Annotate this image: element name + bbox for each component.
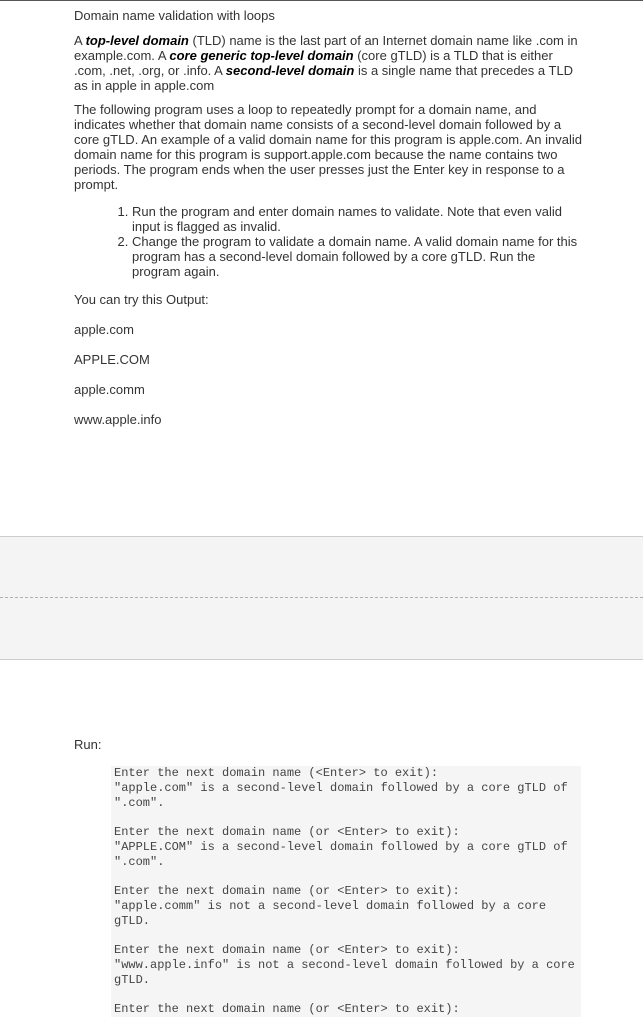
sample-output-item: www.apple.info: [74, 412, 162, 427]
term-second-level-domain: second-level domain: [225, 63, 355, 78]
console-output: [111, 766, 581, 1017]
console-block: Enter the next domain name (<Enter> to exit): "apple.com" is a second-level domain followed by a core gTLD of ".com".: [114, 766, 568, 810]
list-item: 1. Run the program and enter domain names to validate. Note that even valid input is flagged as invalid.: [132, 204, 584, 234]
steps-list: [74, 204, 584, 279]
intro-text-2: (TLD) name is the last part of an Internet domain name like .com in example.com. A: [74, 33, 578, 63]
console-block: Enter the next domain name (or <Enter> to exit): "apple.comm" is not a second-level domain followed by a core gTLD.: [114, 884, 547, 928]
intro-text-4: is a single name that precedes a TLD as in apple in apple.com: [74, 63, 574, 93]
sample-output-item: APPLE.COM: [74, 352, 150, 367]
console-block: Enter the next domain name (or <Enter> to exit): "APPLE.COM" is a second-level domain followed by a core gTLD of ".com".: [114, 825, 568, 869]
console-block: Enter the next domain name (or <Enter> to exit): "www.apple.info" is not a second-level domain followed by a core gTLD.: [114, 943, 575, 987]
intro-text-1: A: [74, 33, 86, 48]
intro-text-3: (core gTLD) is a TLD that is either .com, .net, .org, or .info. A: [74, 48, 553, 78]
console-block: Enter the next domain name (or <Enter> to exit):: [114, 1002, 460, 1016]
intro-paragraph: [74, 33, 584, 93]
top-border: [0, 0, 643, 1]
page-title: Domain name validation with loops: [74, 8, 275, 23]
dashed-separator: [0, 597, 643, 598]
sample-output-item: apple.com: [74, 322, 134, 337]
term-core-gtld: core generic top-level domain: [169, 48, 354, 63]
term-top-level-domain: top-level domain: [85, 33, 189, 48]
run-label: Run:: [74, 737, 102, 752]
program-description: The following program uses a loop to repeatedly prompt for a domain name, and indicates whether that domain name consists of a second-level domain followed by a core gTLD. An example of a valid domain name for this program is apple.com. An invalid domain name for this program is support.apple.com because the name contains two periods. The program ends when the user presses just the Enter key in response to a prompt.: [74, 102, 582, 192]
section-divider: [0, 536, 643, 660]
try-output-label: You can try this Output:: [74, 292, 209, 307]
list-item: 2. Change the program to validate a domain name. A valid domain name for this program has a second-level domain followed by a core gTLD. Run the program again.: [132, 234, 584, 279]
instructions-section: [74, 8, 584, 428]
sample-output-item: apple.comm: [74, 382, 145, 397]
